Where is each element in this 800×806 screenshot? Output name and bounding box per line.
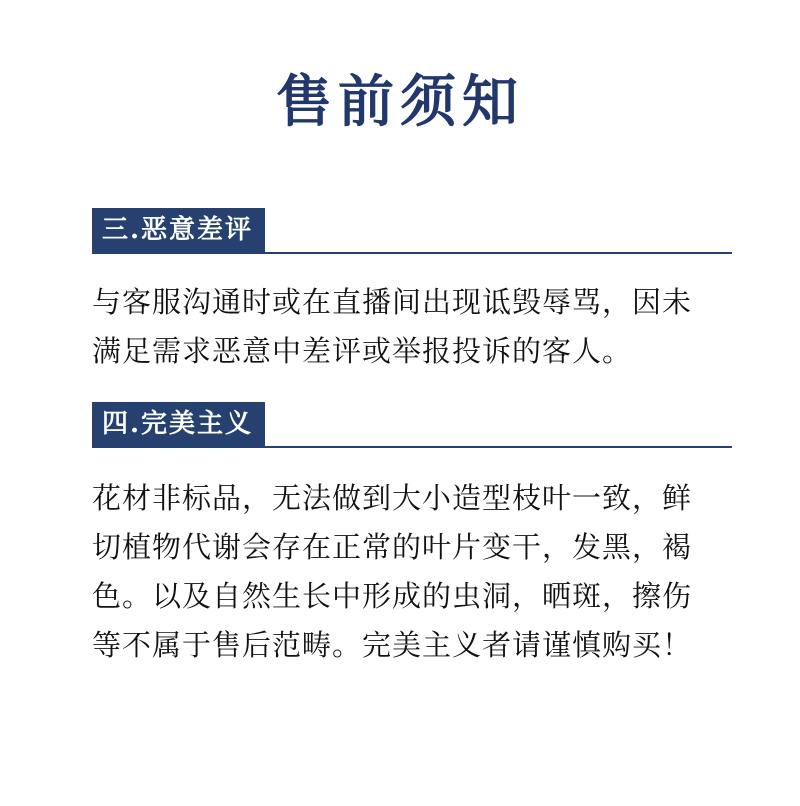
body-line: 色。以及自然生长中形成的虫洞，晒斑，擦伤 — [92, 579, 693, 613]
body-line: 花材非标品，无法做到大小造型枝叶一致，鲜 — [92, 481, 693, 515]
body-line: 等不属于售后范畴。完美主义者请谨慎购买！ — [92, 628, 693, 662]
section-heading: 三.恶意差评 — [92, 208, 265, 252]
page-title: 售前须知 — [276, 70, 524, 135]
section-heading: 四.完美主义 — [92, 402, 265, 446]
section-divider — [92, 446, 732, 448]
section-body — [92, 278, 732, 376]
section-header — [92, 208, 732, 252]
body-line: 切植物代谢会存在正常的叶片变干，发黑，褐 — [92, 530, 693, 564]
section-header — [92, 402, 732, 446]
section-divider — [92, 252, 732, 254]
body-line: 满足需求恶意中差评或举报投诉的客人。 — [92, 334, 633, 368]
body-line: 与客服沟通时或在直播间出现诋毁辱骂，因未 — [92, 285, 693, 319]
section-body — [92, 474, 732, 670]
